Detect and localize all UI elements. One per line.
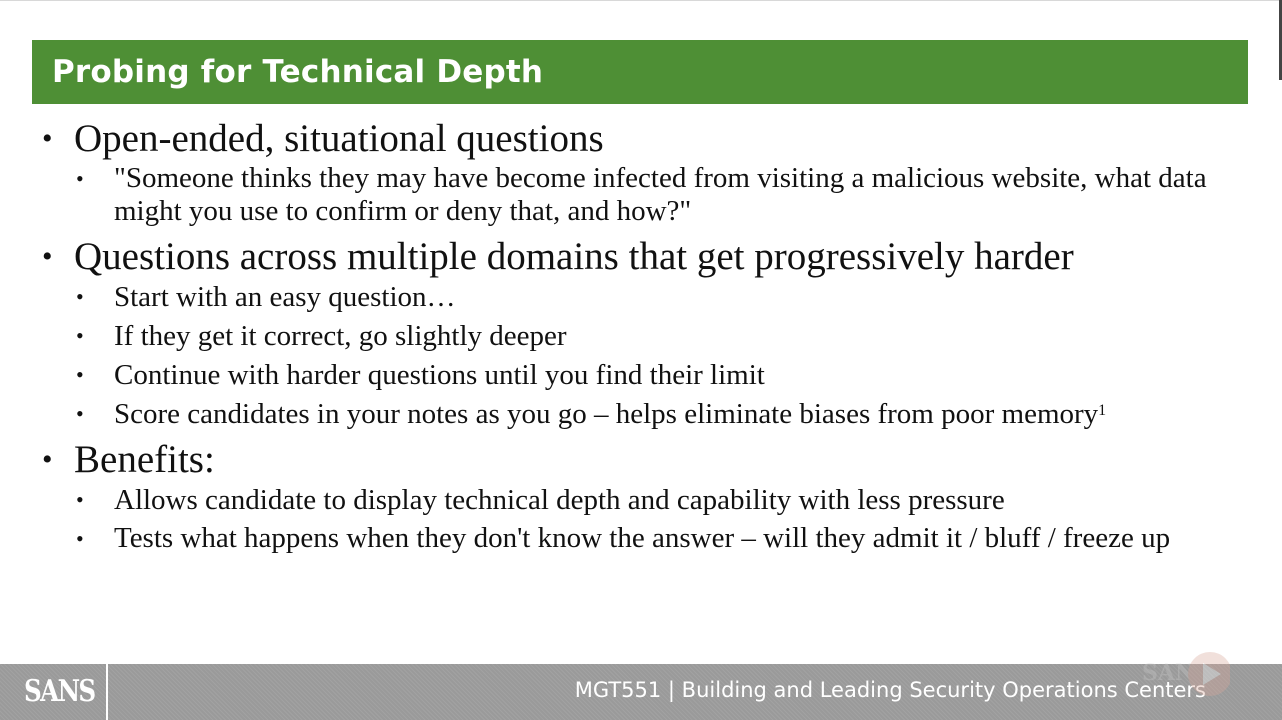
- title-bar: [32, 40, 1248, 104]
- sub-bullet-technical-depth: [74, 483, 1250, 517]
- top-border: [0, 0, 1282, 1]
- slide-body: [40, 116, 1250, 561]
- sans-logo: SANS: [24, 674, 95, 709]
- sub-bullet-go-deeper: [74, 319, 1250, 353]
- bullet-open-ended: [40, 116, 1250, 228]
- sub-bullet-text: Tests what happens when they don't know the answer – will they admit it / bluff / freeze up: [114, 522, 1171, 554]
- sub-bullet-text: Allows candidate to display technical depth and capability with less pressure: [114, 484, 1005, 516]
- course-title: MGT551 | Building and Leading Security Operations Centers: [574, 678, 1206, 702]
- sub-bullet-list: [74, 280, 1250, 431]
- sub-bullet-unknown-answer: [74, 522, 1250, 555]
- bullet-text: Questions across multiple domains that get progressively harder: [74, 235, 1074, 278]
- svg-text:SANS: SANS: [1142, 660, 1211, 686]
- bullet-text: Benefits:: [74, 438, 215, 481]
- bullet-progressive-questions: [40, 234, 1250, 431]
- footer-divider: [106, 664, 108, 720]
- bullet-text: Open-ended, situational questions: [74, 117, 604, 160]
- sub-bullet-list: [74, 483, 1250, 555]
- footer-bar: [0, 664, 1282, 720]
- sub-bullet-scenario-question: [74, 162, 1250, 228]
- footnote-marker: 1: [1098, 402, 1107, 419]
- slide-title: Probing for Technical Depth: [52, 54, 544, 90]
- sub-bullet-list: [74, 162, 1250, 228]
- bullet-benefits: [40, 437, 1250, 555]
- bullet-list: [40, 116, 1250, 555]
- sub-bullet-text: "Someone thinks they may have become infected from visiting a malicious website, what data might you use to confirm or deny that, and how?": [114, 162, 1207, 227]
- sub-bullet-find-limit: [74, 358, 1250, 392]
- sub-bullet-text: If they get it correct, go slightly deeper: [114, 320, 567, 352]
- sub-bullet-text: Score candidates in your notes as you go – helps eliminate biases from poor memory: [114, 398, 1099, 430]
- sub-bullet-easy-question: [74, 280, 1250, 314]
- sub-bullet-text: Continue with harder questions until you find their limit: [114, 359, 765, 391]
- sub-bullet-score-candidates: [74, 397, 1250, 431]
- sub-bullet-text: Start with an easy question…: [114, 281, 456, 313]
- sans-play-logo-watermark-icon: [1140, 644, 1230, 704]
